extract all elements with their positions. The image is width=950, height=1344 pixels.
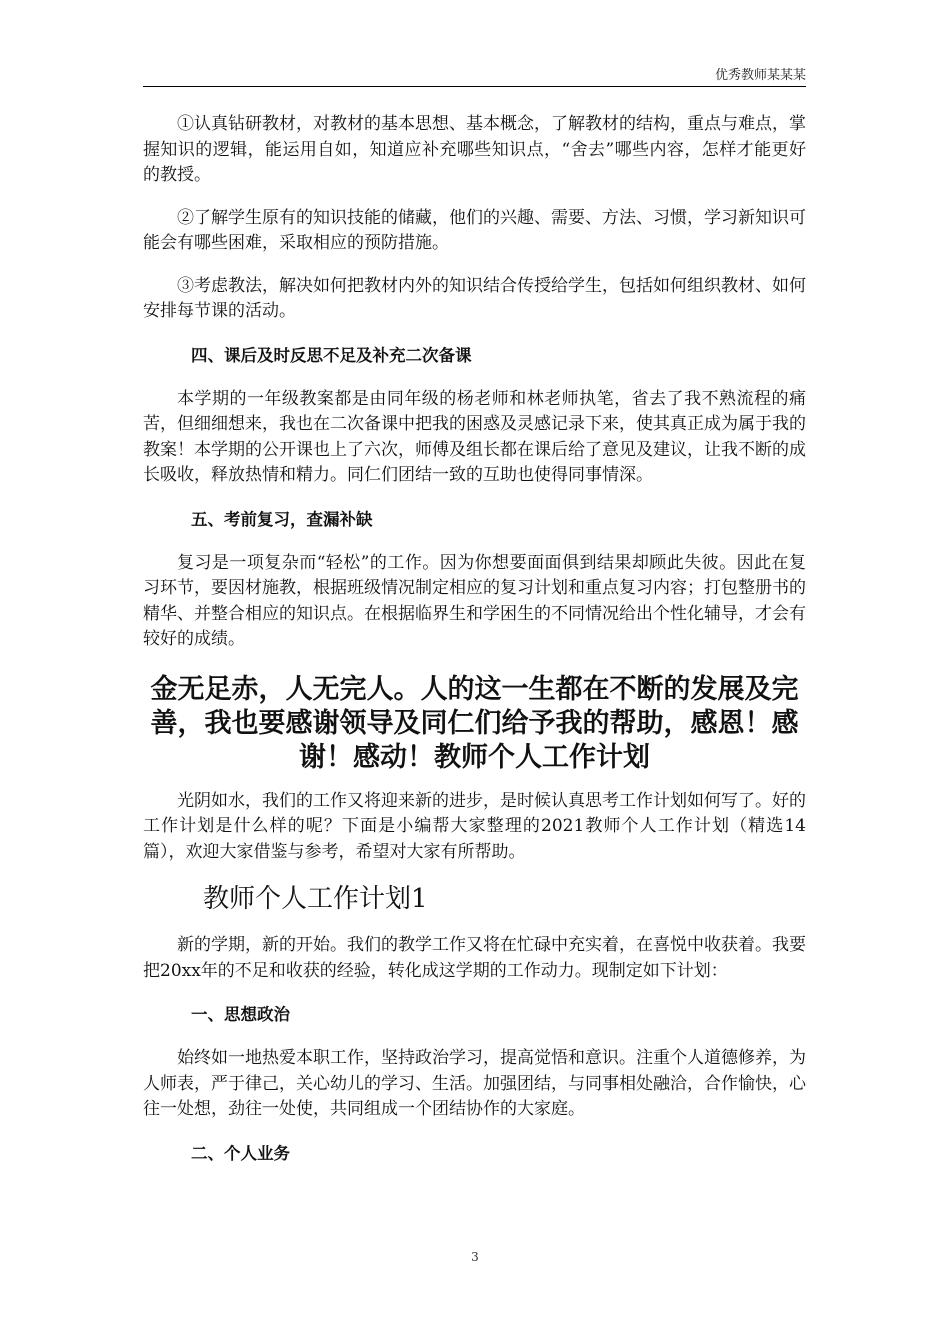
paragraph-review: 复习是一项复杂而“轻松”的工作。因为你想要面面俱到结果却顾此失彼。因此在复习环节，要因材施教，根据班级情况制定相应的复习计划和重点复习内容；打包整册书的精华、并整合相应的知识点。在根据临界生和学困生的不同情况给出个性化辅导，才会有较好的成绩。 [143,552,806,649]
heading-politics: 一、思想政治 [191,1005,290,1024]
page-number: 3 [471,1250,479,1264]
heading-review: 五、考前复习，查漏补缺 [191,509,373,529]
page-header [143,62,806,87]
heading-personal-work: 二、个人业务 [191,1143,290,1163]
paragraph-reflection: 本学期的一年级教案都是由同年级的杨老师和林老师执笔，省去了我不熟流程的痛苦，但细细想来，我也在二次备课中把我的困惑及灵感记录下来，使其真正成为属于我的教案！本学期的公开课也上了六次，师傅及组长都在课后给了意见及建议，让我不断的成长吸收，释放热情和精力。同仁们团结一致的互助也使得同事情深。 [143,388,806,485]
paragraph-study-materials: ①认真钻研教材，对教材的基本思想、基本概念，了解教材的结构，重点与难点，掌握知识的逻辑，能运用自如，知道应补充哪些知识点，“舍去”哪些内容，怎样才能更好的教授。 [143,114,806,185]
paragraph-understand-students: ②了解学生原有的知识技能的储藏，他们的兴趣、需要、方法、习惯，学习新知识可能会有哪些困难，采取相应的预防措施。 [143,207,806,253]
paragraph-intro: 光阴如水，我们的工作又将迎来新的进步，是时候认真思考工作计划如何写了。好的工作计划是什么样的呢？下面是小编帮大家整理的2021教师个人工作计划（精选14篇），欢迎大家借鉴与参考，希望对大家有所帮助。 [143,790,806,862]
paragraph-teaching-methods: ③考虑教法，解决如何把教材内外的知识结合传授给学生，包括如何组织教材、如何安排每节课的活动。 [143,275,806,321]
paragraph-plan-intro: 新的学期，新的开始。我们的教学工作又将在忙碌中充实着，在喜悦中收获着。我要把20xx年的不足和收获的经验，转化成这学期的工作动力。现制定如下计划： [143,935,806,981]
main-title: 金无足赤，人无完人。人的这一生都在不断的发展及完善，我也要感谢领导及同仁们给予我的帮助，感恩！感谢！感动！教师个人工作计划 [150,673,799,773]
paragraph-politics: 始终如一地热爱本职工作，坚持政治学习，提高觉悟和意识。注重个人道德修养，为人师表，严于律己，关心幼儿的学习、生活。加强团结，与同事相处融洽，合作愉快，心往一处想，劲往一处使，共同组成一个团结协作的大家庭。 [143,1048,806,1119]
heading-reflection: 四、课后及时反思不足及补充二次备课 [191,345,472,365]
document-body [143,112,806,1166]
header-title: 优秀教师某某某 [714,68,806,83]
plan-title: 教师个人工作计划1 [203,884,428,914]
